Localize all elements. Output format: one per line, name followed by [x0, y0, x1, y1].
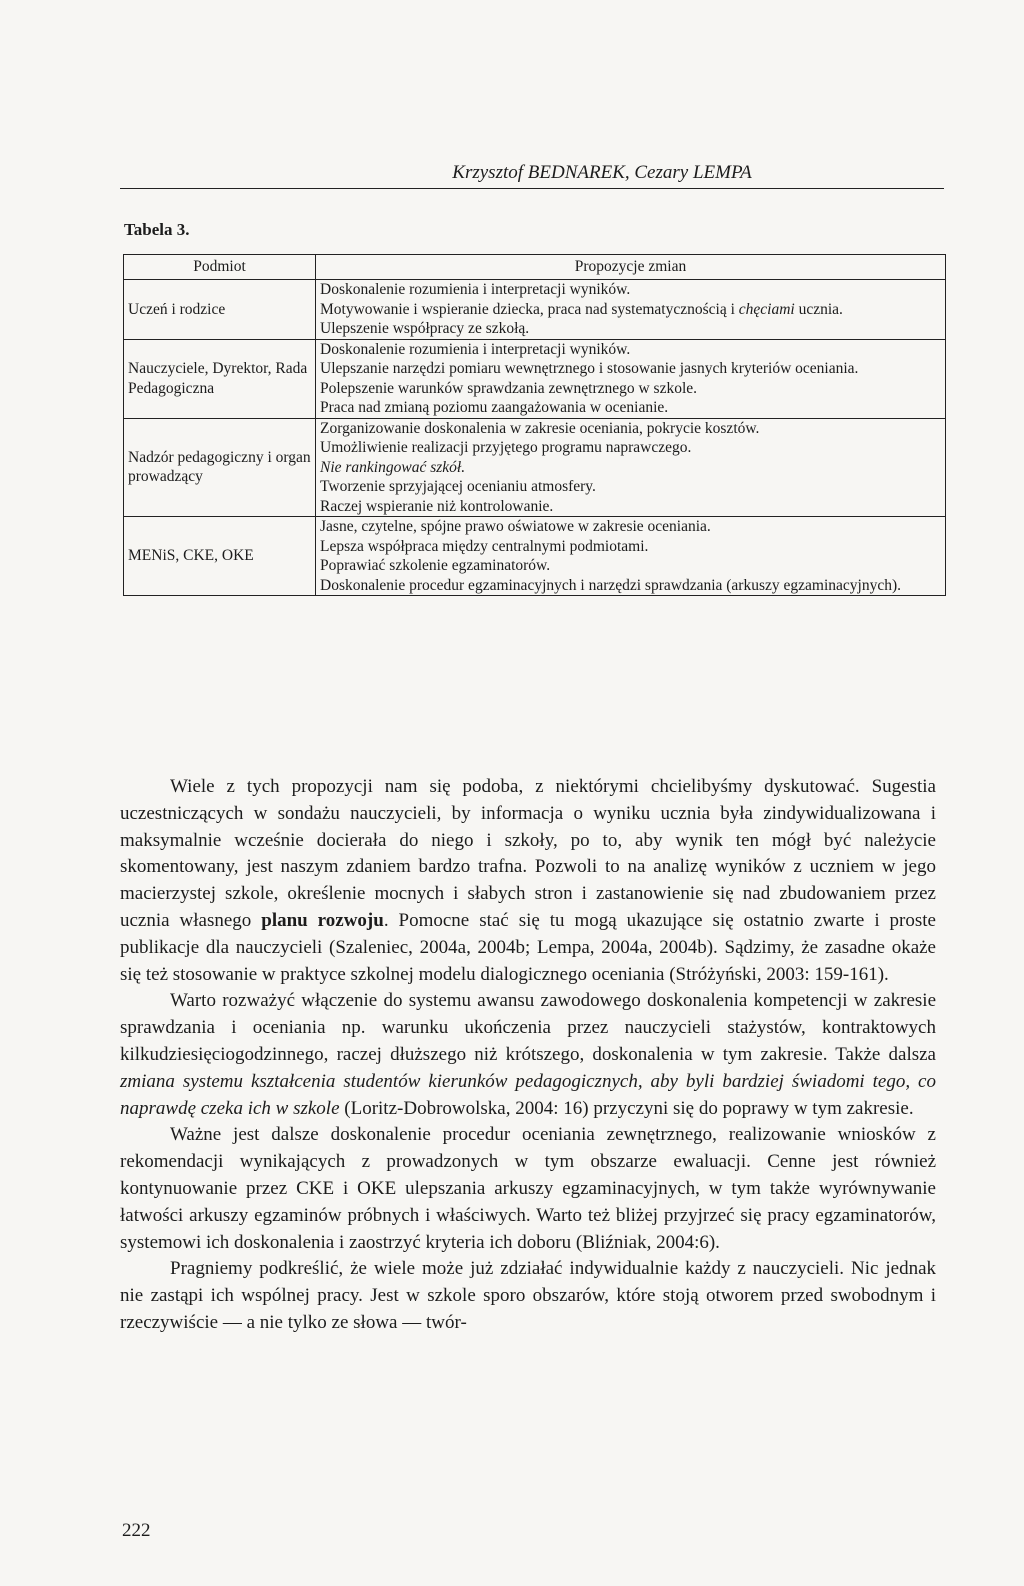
- row-subject: Uczeń i rodzice: [124, 280, 316, 340]
- proposal-item: Doskonalenie rozumienia i interpretacji wyników.: [320, 281, 631, 298]
- table-body: [124, 280, 946, 596]
- table-row: [124, 280, 946, 340]
- table-header-row: [124, 255, 946, 280]
- header-proposals: Propozycje zmian: [316, 255, 946, 280]
- table-row: [124, 418, 946, 517]
- body-paragraph: Pragniemy podkreślić, że wiele może już zdziałać indywidualnie każdy z nauczycieli. Nic jednak nie zastąpi ich wspólnej pracy. Jest w szkole sporo obszarów, które stoją otworem przed swobodnym i rzeczywiście — a nie tylko ze słowa — twór-: [120, 1258, 936, 1333]
- proposal-item: Umożliwienie realizacji przyjętego programu naprawczego.: [320, 439, 692, 456]
- row-proposals: [316, 418, 946, 517]
- proposal-item: Ulepszenie współpracy ze szkołą.: [320, 320, 530, 337]
- proposal-item: Praca nad zmianą poziomu zaangażowania w ocenianie.: [320, 399, 669, 416]
- row-proposals: [316, 280, 946, 340]
- proposal-item: Raczej wspieranie niż kontrolowanie.: [320, 497, 554, 515]
- proposal-item: Jasne, czytelne, spójne prawo oświatowe w zakresie oceniania.: [320, 518, 711, 535]
- body-paragraph: Warto rozważyć włączenie do systemu awansu zawodowego doskonalenia kompetencji w zakresie sprawdzania i oceniania np. warunku ukończenia przez nauczycieli stażystów, kontraktowych kilkudziesięciogodzinnego, raczej dłuższego niż krótszego, doskonalenia w tym zakresie. Także dalsza zmiana systemu kształcenia studentów kierunków pedagogicznych, aby byli bardziej świadomi tego, co naprawdę czeka ich w szkole (Loritz-Dobrowolska, 2004: 16) przyczyni się do poprawy w tym zakresie.: [120, 990, 936, 1119]
- proposal-item: Zorganizowanie doskonalenia w zakresie oceniania, pokrycie kosztów.: [320, 419, 760, 437]
- proposal-item: Poprawiać szkolenie egzaminatorów.: [320, 557, 551, 574]
- body-text: [120, 774, 936, 1337]
- row-proposals: [316, 339, 946, 418]
- proposal-item: Motywowanie i wspieranie dziecka, praca nad systematycznością i chęciami ucznia.: [320, 300, 843, 318]
- proposal-item: Ulepszanie narzędzi pomiaru wewnętrznego i stosowanie jasnych kryteriów oceniania.: [320, 360, 859, 377]
- table-row: [124, 339, 946, 418]
- header-subject: Podmiot: [124, 255, 316, 280]
- row-subject: MENiS, CKE, OKE: [124, 517, 316, 596]
- table-row: [124, 517, 946, 596]
- body-paragraph: Ważne jest dalsze doskonalenie procedur oceniania zewnętrznego, realizowanie wniosków z rekomendacji wynikających z prowadzonych w tym obszarze ewaluacji. Cenne jest również kontynuowanie przez CKE i OKE ulepszania arkuszy egzaminacyjnych, w tym także wyrównywanie łatwości arkuszy egzaminów próbnych i właściwych. Warto też bliżej przyjrzeć się pracy egzaminatorów, systemowi ich doskonalenia i zaostrzyć kryteria ich doboru (Bliźniak, 2004:6).: [120, 1124, 936, 1253]
- proposal-item: Polepszenie warunków sprawdzania zewnętrznego w szkole.: [320, 379, 698, 397]
- table-caption: Tabela 3.: [124, 220, 190, 239]
- body-paragraph: Wiele z tych propozycji nam się podoba, z niektórymi chcielibyśmy dyskutować. Sugestia uczestniczących w sondażu nauczycieli, by informacja o wyniku ucznia była zindywidualizowana i maksymalnie wcześnie docierała do niego i szkoły, po to, aby wynik ten mógł być należycie skomentowany, jest naszym zdaniem bardzo trafna. Pozwoli to na analizę wyników z uczniem w jego macierzystej szkole, określenie mocnych i słabych stron i zastanowienie się nad zbudowaniem przez ucznia własnego planu rozwoju. Pomocne stać się tu mogą ukazujące się ostatnio zwarte i proste publikacje dla nauczycieli (Szaleniec, 2004a, 2004b; Lempa, 2004a, 2004b). Sądzimy, że zasadne okaże się też stosowanie w praktyce szkolnej modelu dialogicznego oceniania (Stróżyński, 2003: 159-161).: [120, 776, 936, 985]
- header-rule: [120, 188, 944, 189]
- row-subject: Nadzór pedagogiczny i organ prowadzący: [124, 418, 316, 517]
- proposal-item: Tworzenie sprzyjającej ocenianiu atmosfery.: [320, 478, 596, 495]
- row-subject: Nauczyciele, Dyrektor, Rada Pedagogiczna: [124, 339, 316, 418]
- row-proposals: [316, 517, 946, 596]
- proposal-item: Doskonalenie rozumienia i interpretacji wyników.: [320, 340, 631, 358]
- proposals-table: [123, 254, 946, 596]
- running-header: Krzysztof BEDNAREK, Cezary LEMPA: [452, 162, 752, 183]
- proposal-item: Doskonalenie procedur egzaminacyjnych i narzędzi sprawdzania (arkuszy egzaminacyjnych).: [320, 576, 901, 594]
- proposal-item: Nie rankingować szkół.: [320, 458, 466, 476]
- proposal-item: Lepsza współpraca między centralnymi podmiotami.: [320, 537, 649, 555]
- page-number: 222: [122, 1520, 151, 1541]
